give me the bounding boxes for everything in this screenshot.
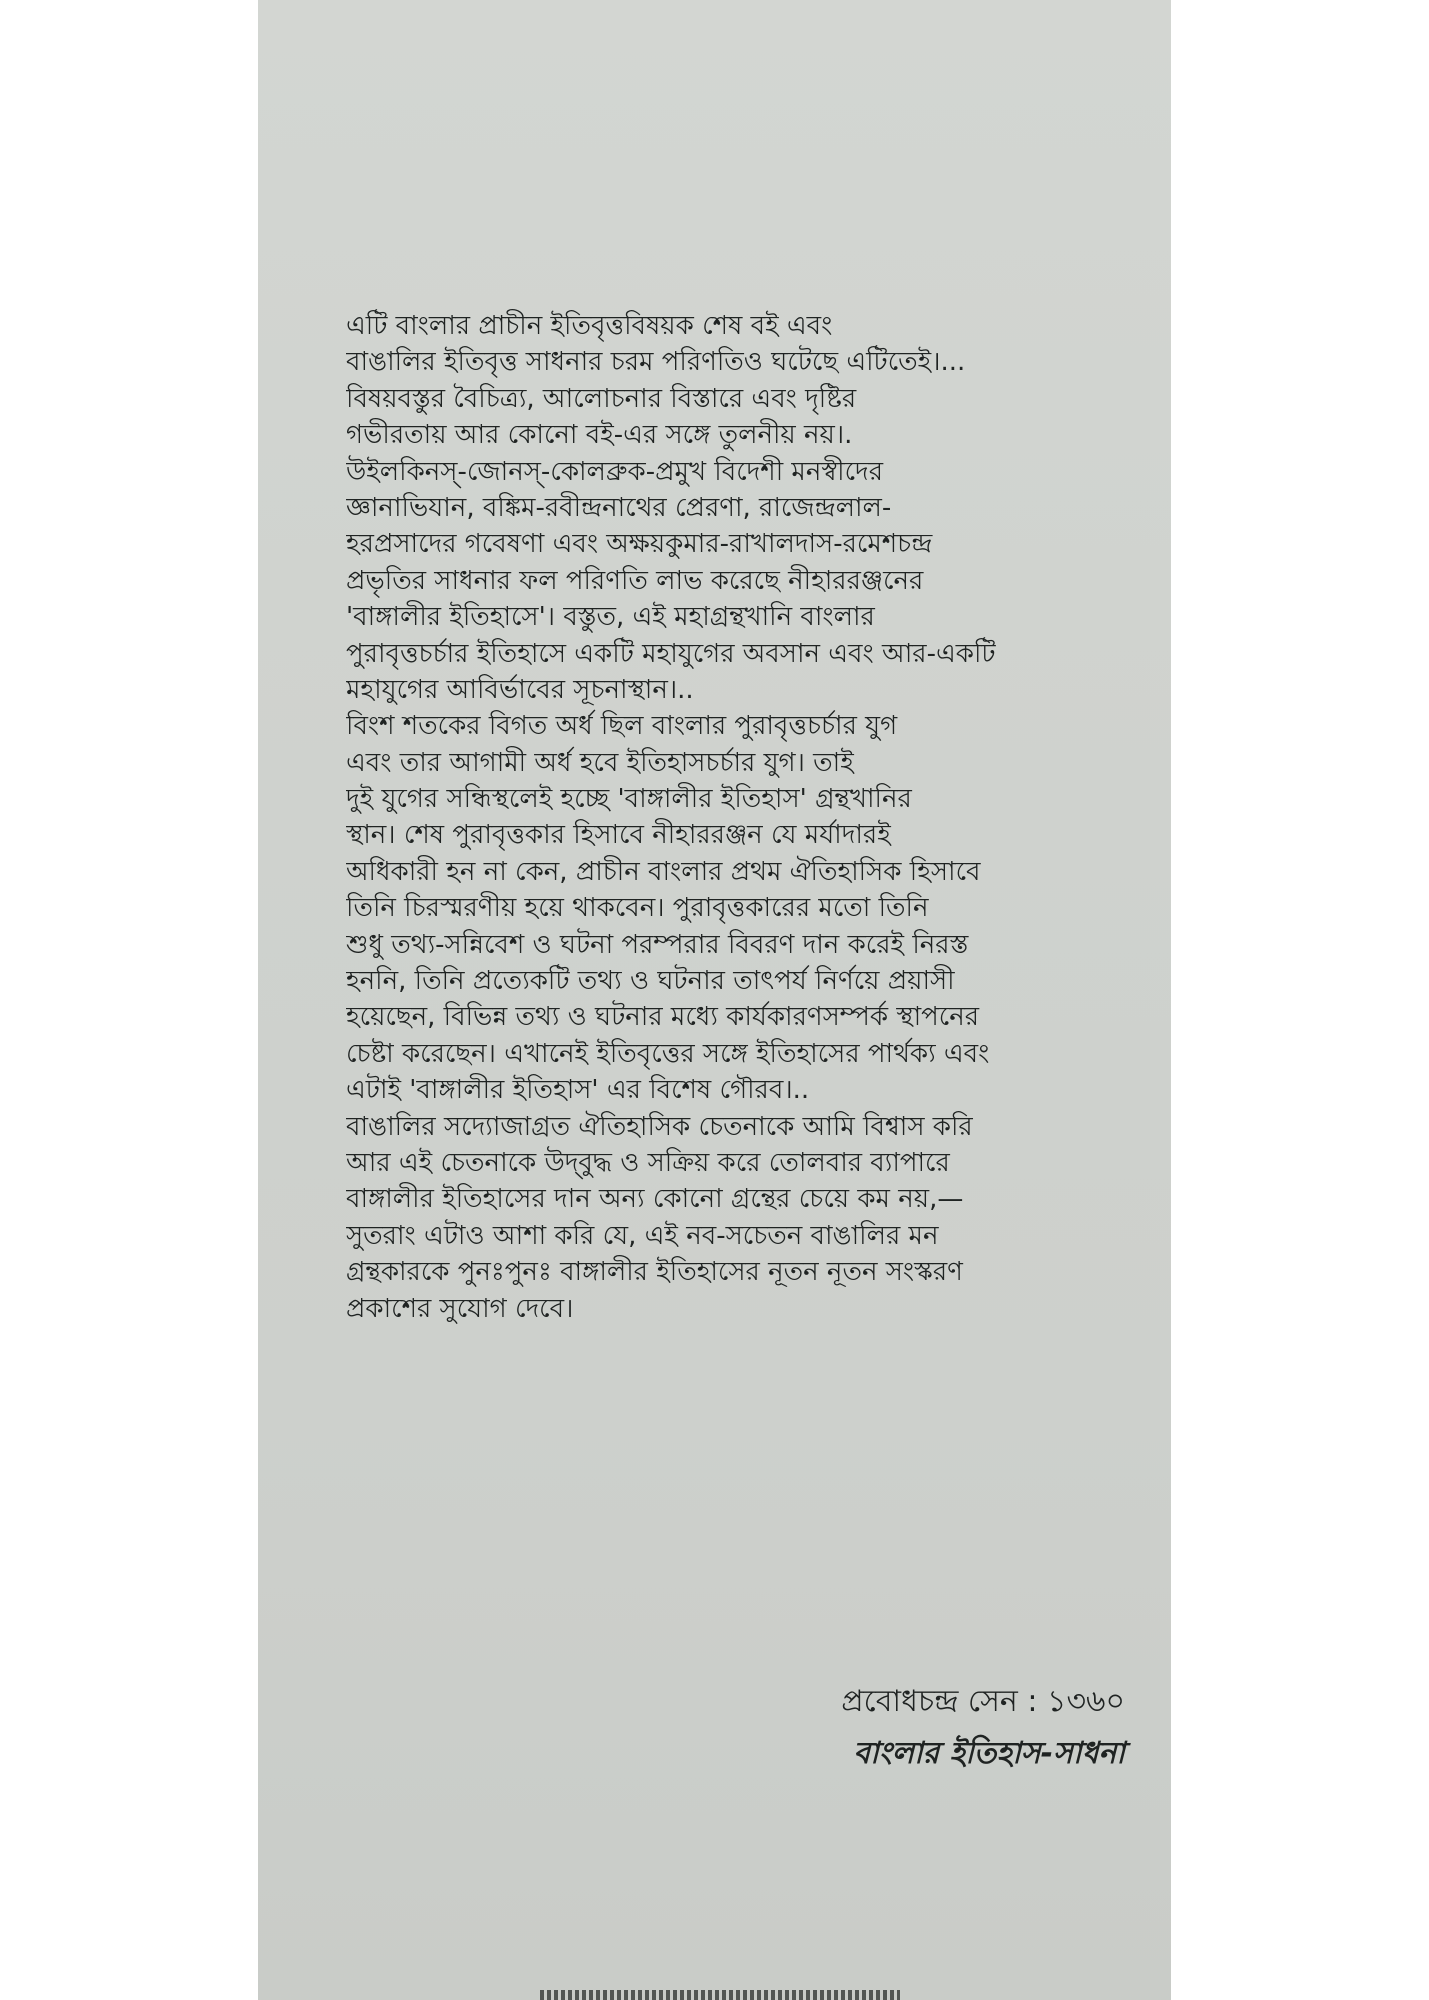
passage-line: এটাই 'বাঙ্গালীর ইতিহাস' এর বিশেষ গৌরব।.. (346, 1075, 810, 1106)
passage-line: বাঙালির সদ্যোজাগ্রত ঐতিহাসিক চেতনাকে আমি বিশ্বাস করি (346, 1111, 973, 1142)
passage-line: 'বাঙ্গালীর ইতিহাসে'। বস্তুত, এই মহাগ্রন্থখানি বাংলার (346, 602, 875, 633)
passage-line: গভীরতায় আর কোনো বই-এর সঙ্গে তুলনীয় নয়।. (346, 420, 853, 451)
passage-line: গ্রন্থকারকে পুনঃপুনঃ বাঙ্গালীর ইতিহাসের নূতন নূতন সংস্করণ (346, 1257, 963, 1288)
passage-line: পুরাবৃত্তচর্চার ইতিহাসে একটি মহাযুগের অবসান এবং আর-একটি (346, 638, 996, 669)
passage-line: সুতরাং এটাও আশা করি যে, এই নব-সচেতন বাঙালির মন (346, 1220, 939, 1251)
book-page (258, 0, 1171, 2000)
passage-line: উইলকিনস্-জোনস্-কোলব্রুক-প্রমুখ বিদেশী মনস্বীদের (346, 456, 884, 487)
passage-line: বাঙালির ইতিবৃত্ত সাধনার চরম পরিণতিও ঘটেছে এটিতেই।... (346, 347, 966, 378)
passage-line: আর এই চেতনাকে উদ্‌বুদ্ধ ও সক্রিয় করে তোলবার ব্যাপারে (346, 1147, 950, 1178)
passage-line: মহাযুগের আবির্ভাবের সূচনাস্থান।.. (346, 674, 694, 705)
passage-line: হননি, তিনি প্রত্যেকটি তথ্য ও ঘটনার তাৎপর্য নির্ণয়ে প্রয়াসী (346, 966, 955, 997)
passage-text (346, 308, 1086, 1327)
passage-line: তিনি চিরস্মরণীয় হয়ে থাকবেন। পুরাবৃত্তকারের মতো তিনি (346, 893, 929, 924)
author-year: প্রবোধচন্দ্র সেন : ১৩৬০ (841, 1684, 1125, 1719)
passage-line: শুধু তথ্য-সন্নিবেশ ও ঘটনা পরম্পরার বিবরণ দান করেই নিরস্ত (346, 929, 969, 960)
passage-line: জ্ঞানাভিযান, বঙ্কিম-রবীন্দ্রনাথের প্রেরণা, রাজেন্দ্রলাল- (346, 492, 892, 523)
passage-line: চেষ্টা করেছেন। এখানেই ইতিবৃত্তের সঙ্গে ইতিহাসের পার্থক্য এবং (346, 1038, 990, 1069)
passage-line: হরপ্রসাদের গবেষণা এবং অক্ষয়কুমার-রাখালদাস-রমেশচন্দ্র (346, 529, 933, 560)
passage-line: প্রভৃতির সাধনার ফল পরিণতি লাভ করেছে নীহাররঞ্জনের (346, 565, 924, 596)
passage-line: অধিকারী হন না কেন, প্রাচীন বাংলার প্রথম ঐতিহাসিক হিসাবে (346, 856, 981, 887)
work-title: বাংলার ইতিহাস-সাধনা (853, 1736, 1125, 1771)
bottom-edge-print (540, 1990, 900, 2000)
passage-line: এটি বাংলার প্রাচীন ইতিবৃত্তবিষয়ক শেষ বই এবং (346, 311, 833, 341)
passage-line: এবং তার আগামী অর্ধ হবে ইতিহাসচর্চার যুগ। তাই (346, 747, 854, 778)
passage-line: দুই যুগের সন্ধিস্থলেই হচ্ছে 'বাঙ্গালীর ইতিহাস' গ্রন্থখানির (346, 784, 912, 815)
passage-line: বিষয়বস্তুর বৈচিত্র্য, আলোচনার বিস্তারে এবং দৃষ্টির (346, 383, 857, 414)
passage-line: বাঙ্গালীর ইতিহাসের দান অন্য কোনো গ্রন্থের চেয়ে কম নয়,— (346, 1184, 964, 1215)
passage-line: বিংশ শতকের বিগত অর্ধ ছিল বাংলার পুরাবৃত্তচর্চার যুগ (346, 711, 898, 742)
attribution (841, 1676, 1125, 1780)
passage-line: স্থান। শেষ পুরাবৃত্তকার হিসাবে নীহাররঞ্জন যে মর্যাদারই (346, 820, 891, 851)
passage-line: হয়েছেন, বিভিন্ন তথ্য ও ঘটনার মধ্যে কার্যকারণসম্পর্ক স্থাপনের (346, 1002, 980, 1033)
passage-line: প্রকাশের সুযোগ দেবে। (346, 1293, 574, 1324)
